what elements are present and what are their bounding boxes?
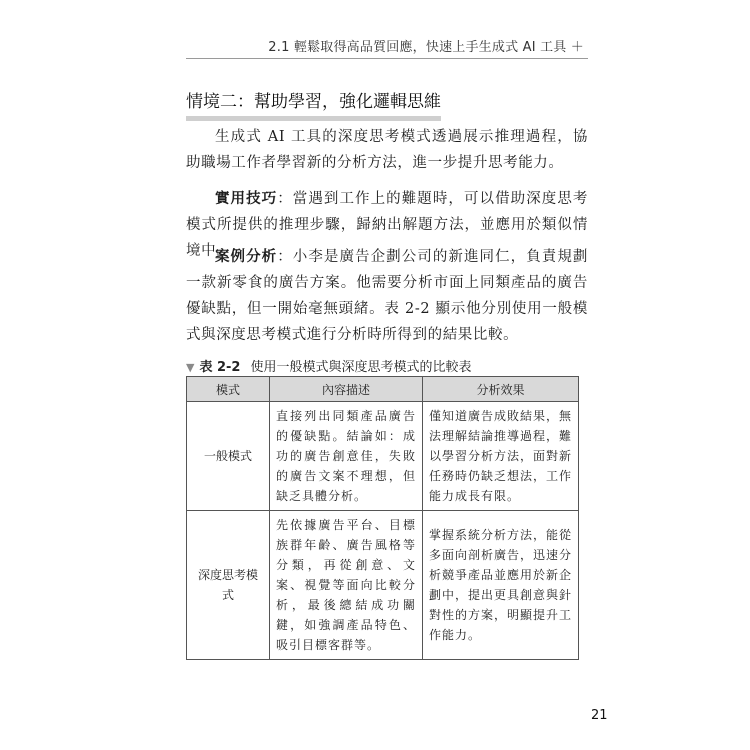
description-cell: 先依據廣告平台、目標族群年齡、廣告風格等分類，再從創意、文案、視覺等面向比較分析，最後總結成功關鍵，如強調產品特色、吸引目標客群等。 [270, 511, 423, 660]
case-paragraph [186, 244, 588, 348]
header-description: 內容描述 [270, 377, 423, 402]
case-label: 案例分析 [215, 248, 278, 265]
table-caption [186, 356, 472, 375]
table-header-row [187, 377, 579, 402]
header-mode: 模式 [187, 377, 270, 402]
tip-label: 實用技巧 [215, 190, 278, 207]
table-number: 表 2-2 [199, 360, 241, 375]
mode-cell: 一般模式 [187, 402, 270, 511]
effect-cell: 掌握系統分析方法，能從多面向剖析廣告，迅速分析競爭產品並應用於新企劃中，提出更具創意與針對性的方案，明顯提升工作能力。 [423, 511, 579, 660]
page-number: 21 [591, 708, 608, 723]
header-rule [186, 58, 588, 59]
effect-cell: 僅知道廣告成敗結果，無法理解結論推導過程，難以學習分析方法，面對新任務時仍缺乏想法，工作能力成長有限。 [423, 402, 579, 511]
intro-paragraph: 生成式 AI 工具的深度思考模式透過展示推理過程，協助職場工作者學習新的分析方法，進一步提升思考能力。 [186, 129, 588, 171]
running-header: 2.1 輕鬆取得高品質回應，快速上手生成式 AI 工具 ＋ [268, 40, 584, 55]
case-text: ：小李是廣告企劃公司的新進同仁，負責規劃一款新零食的廣告方案。他需要分析市面上同類產品的廣告優缺點，但一開始毫無頭緒。表 2-2 顯示他分別使用一般模式與深度思考模式進行分析時所得到的結果比較。 [186, 249, 588, 343]
tip-text: ：當遇到工作上的難題時，可以借助深度思考模式所提供的推理步驟，歸納出解題方法，並應用於類似情境中。 [186, 191, 588, 259]
mode-cell: 深度思考模式 [187, 511, 270, 660]
section-title: 情境二：幫助學習，強化邏輯思維 [186, 91, 441, 121]
caption-triangle-icon: ▼ [186, 361, 195, 374]
description-cell: 直接列出同類產品廣告的優缺點。結論如：成功的廣告創意佳，失敗的廣告文案不理想，但缺乏具體分析。 [270, 402, 423, 511]
comparison-table [186, 376, 579, 660]
header-effect: 分析效果 [423, 377, 579, 402]
table-row [187, 402, 579, 511]
table-title: 使用一般模式與深度思考模式的比較表 [250, 360, 472, 375]
table-row [187, 511, 579, 660]
